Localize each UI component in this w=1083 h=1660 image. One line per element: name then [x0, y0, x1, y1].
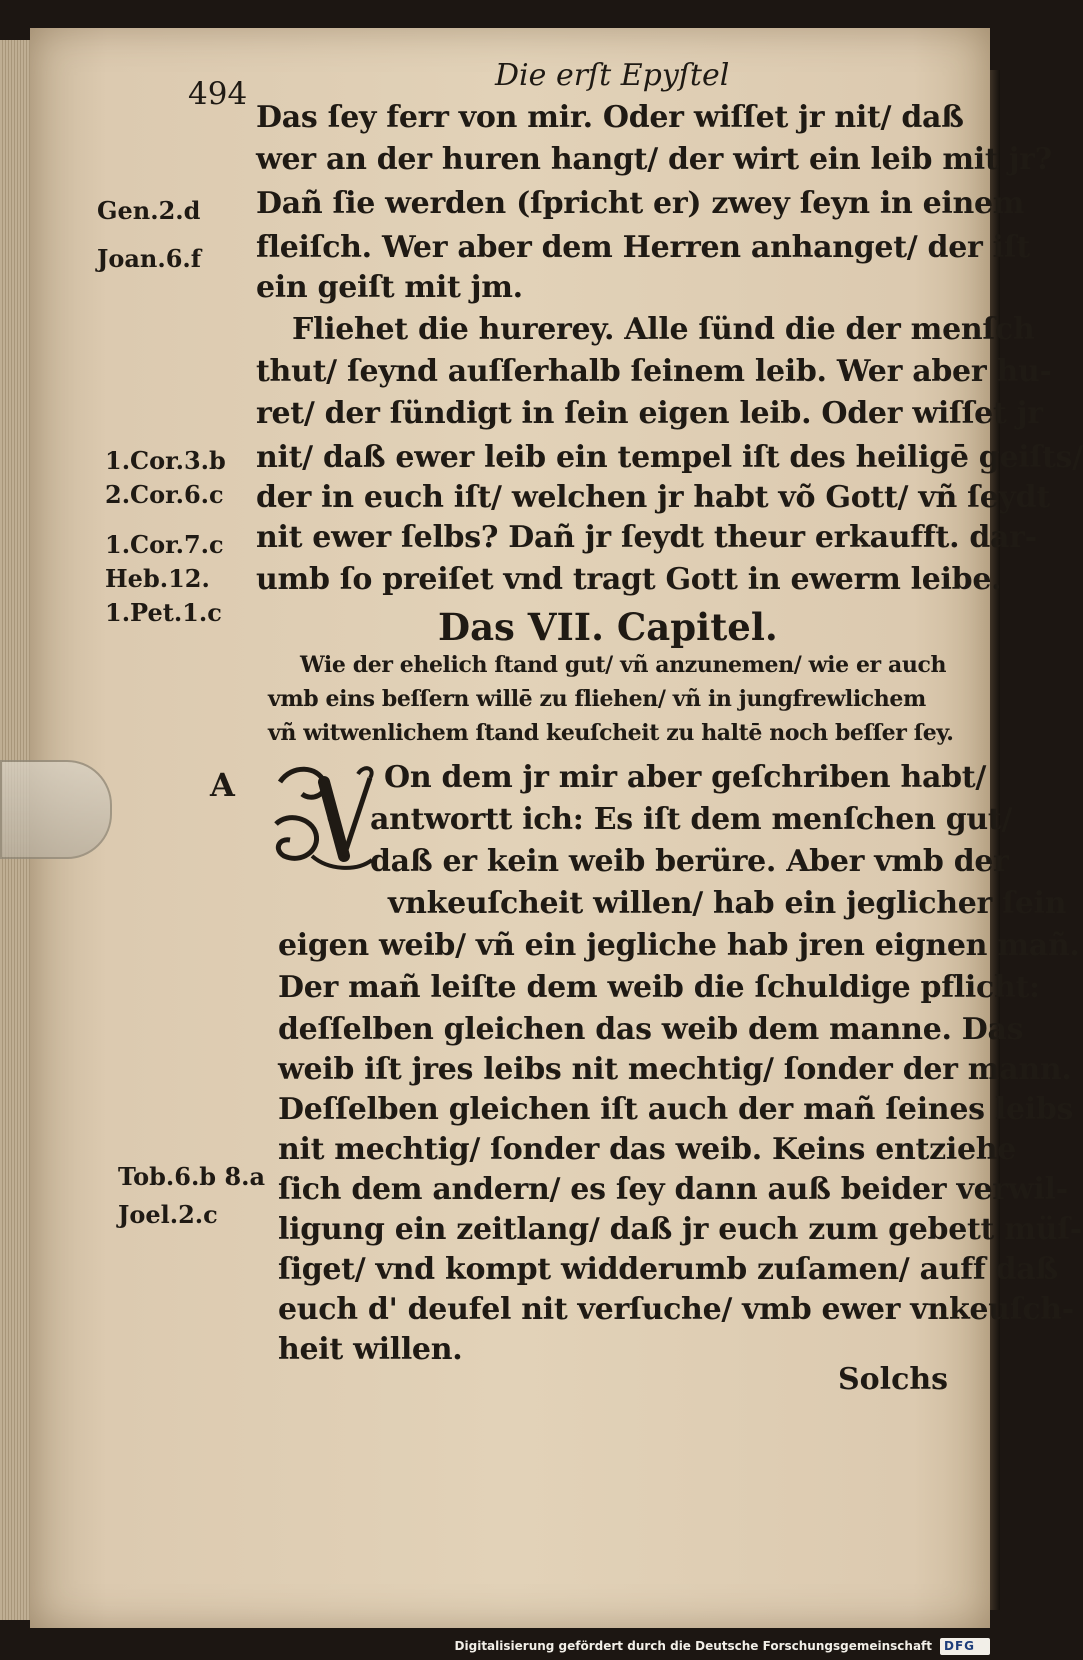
- text-line: umb ſo preiſet vnd tragt Gott in ewerm leibe.: [256, 562, 1002, 597]
- margin-note: 1.Cor.7.c: [105, 530, 224, 559]
- margin-note: Joel.2.c: [118, 1200, 218, 1229]
- digitization-footer: [0, 1636, 1000, 1660]
- text-line: nit mechtig/ ſonder das weib. Keins entziehe: [278, 1132, 1017, 1167]
- text-line: euch d' deufel nit verſuche/ vmb ewer vnkeuſch-: [278, 1292, 1074, 1327]
- chapter-heading: Das VII. Capitel.: [438, 605, 778, 649]
- text-line: heit willen.: [278, 1332, 463, 1367]
- margin-note: 1.Pet.1.c: [105, 598, 222, 627]
- text-line: wer an der huren hangt/ der wirt ein leib mit jr?: [256, 142, 1052, 177]
- chapter-summary-line: vñ witwenlichem ſtand keuſcheit zu haltē noch beſſer ſey.: [268, 720, 954, 746]
- text-line: ein geiſt mit jm.: [256, 270, 523, 305]
- text-line: Dañ ſie werden (ſpricht er) zwey ſeyn in einem: [256, 186, 1025, 221]
- footer-credit: Digitalisierung gefördert durch die Deutsche Forschungsgemeinschaft: [454, 1639, 932, 1653]
- text-line: eigen weib/ vñ ein jegliche hab jren eignen mañ.: [278, 928, 1080, 963]
- text-line: Fliehet die hurerey. Alle ſünd die der menſch: [292, 312, 1035, 347]
- text-line: Das ſey ferr von mir. Oder wiſſet jr nit/ daß: [256, 100, 964, 135]
- text-line: ſiget/ vnd kompt widderumb zuſamen/ auff daß: [278, 1252, 1058, 1287]
- text-line: deſſelben gleichen das weib dem manne. Das: [278, 1012, 1024, 1047]
- margin-note: Tob.6.b 8.a: [118, 1162, 266, 1191]
- text-line: ſich dem andern/ es ſey dann auß beider verwil-: [278, 1172, 1068, 1207]
- text-line: der in euch iſt/ welchen jr habt võ Gott/ vñ ſeydt: [256, 480, 1050, 515]
- decorated-initial: [272, 760, 382, 880]
- text-line: thut/ ſeynd auſſerhalb ſeinem leib. Wer aber hu-: [256, 354, 1052, 389]
- chapter-summary-line: vmb eins beſſern willē zu fliehen/ vñ in jungfrewlichem: [268, 686, 926, 712]
- text-line: daß er kein weib berüre. Aber vmb der: [370, 844, 1009, 879]
- margin-note: 1.Cor.3.b: [105, 446, 226, 475]
- text-line: vnkeuſcheit willen/ hab ein jeglicher ſein: [388, 886, 1067, 921]
- dfg-logo: [940, 1638, 990, 1655]
- book-fore-edge: [990, 70, 1000, 1610]
- text-line: On dem jr mir aber geſchriben habt/: [384, 760, 986, 795]
- text-line: antwortt ich: Es iſt dem menſchen gut/: [370, 802, 1013, 837]
- text-line: ret/ der ſündigt in ſein eigen leib. Oder wiſſet jr: [256, 396, 1043, 431]
- page-clip: [0, 760, 112, 859]
- dfg-logo-text: DFG: [944, 1639, 976, 1653]
- margin-note: Joan.6.f: [97, 244, 202, 273]
- margin-note: 2.Cor.6.c: [105, 480, 224, 509]
- running-head: Die erſt Epyſtel: [495, 58, 730, 93]
- chapter-summary-line: Wie der ehelich ſtand gut/ vñ anzunemen/ wie er auch: [300, 652, 947, 678]
- page-number: 494: [188, 76, 248, 112]
- text-line: Deſſelben gleichen iſt auch der mañ ſeines leibs: [278, 1092, 1074, 1127]
- text-line: Der mañ leiſte dem weib die ſchuldige pflicht:: [278, 970, 1040, 1005]
- text-line: fleiſch. Wer aber dem Herren anhanget/ der iſt: [256, 230, 1030, 265]
- text-line: ligung ein zeitlang/ daß jr euch zum gebett müſ-: [278, 1212, 1082, 1247]
- margin-note: Gen.2.d: [97, 196, 201, 225]
- catchword: Solchs: [838, 1362, 949, 1397]
- section-letter: A: [210, 766, 235, 804]
- text-line: nit ewer ſelbs? Dañ jr ſeydt theur erkaufft. dar-: [256, 520, 1037, 555]
- text-line: weib iſt jres leibs nit mechtig/ ſonder der mann.: [278, 1052, 1072, 1087]
- margin-note: Heb.12.: [105, 564, 210, 593]
- text-line: nit/ daß ewer leib ein tempel iſt des heiligē geiſts/: [256, 440, 1083, 475]
